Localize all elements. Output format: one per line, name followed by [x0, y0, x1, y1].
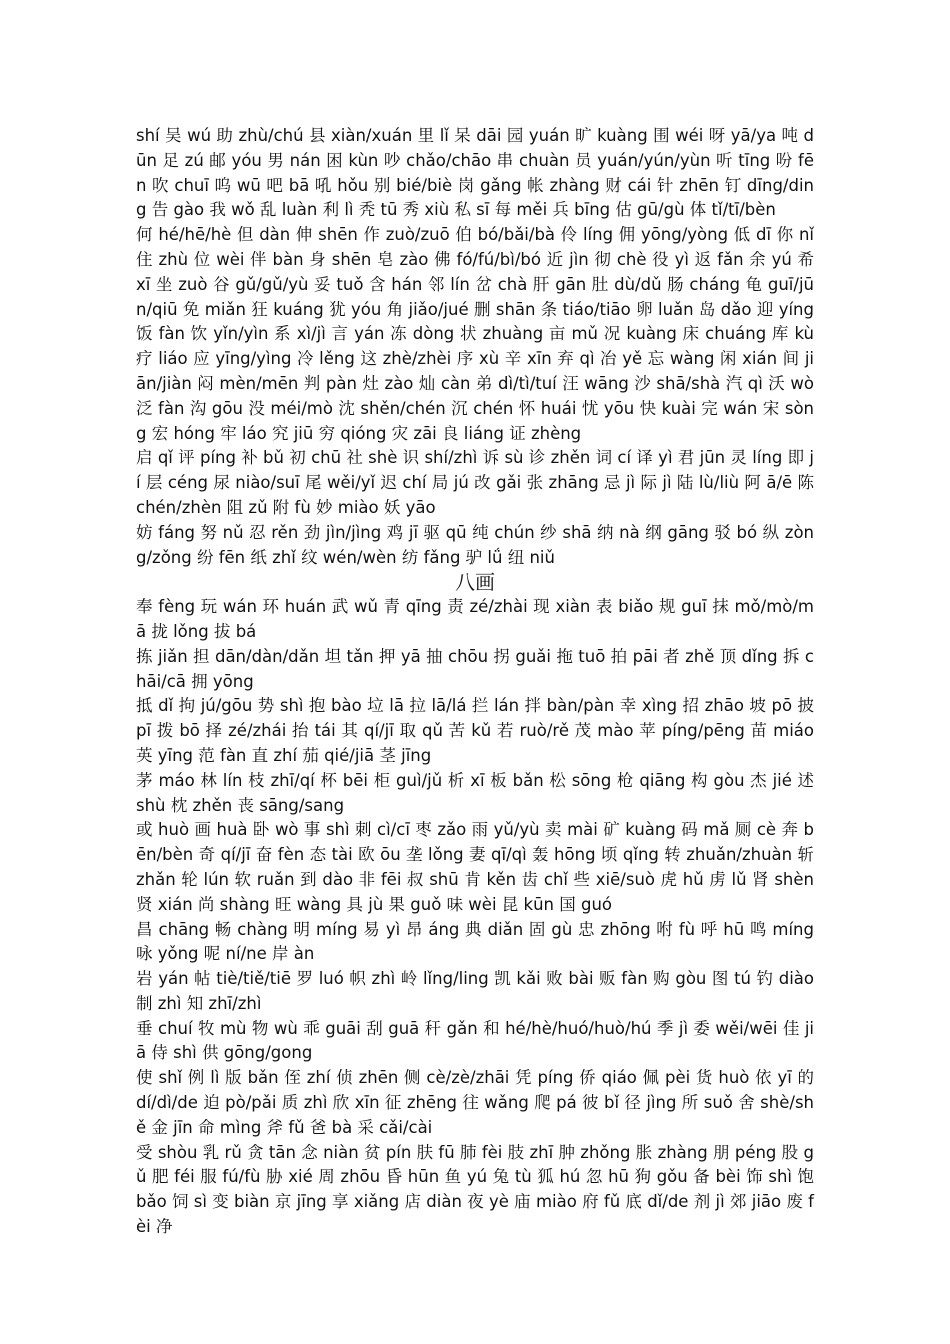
- character-paragraph: 启 qǐ 评 píng 补 bǔ 初 chū 社 shè 识 shí/zhì 诉 sù 诊 zhěn 词 cí 译 yì 君 jūn 灵 líng 即 jí 层 céng 尿 niào/suī 尾 wěi/yǐ 迟 chí 局 jú 改 gǎi 张 zhāng 忌 jì 际 jì 陆 lù/liù 阿 ā/ē 陈 chén/zhèn 阻 zǔ 附 fù 妙 miào 妖 yāo: [136, 448, 814, 517]
- character-paragraph: 受 shòu 乳 rǔ 贪 tān 念 niàn 贫 pín 肤 fū 肺 fèi 肢 zhī 肿 zhǒng 胀 zhàng 朋 péng 股 gǔ 肥 féi 服 fú/fù 胁 xié 周 zhōu 昏 hūn 鱼 yú 兔 tù 狐 hú 忽 hū 狗 gǒu 备 bèi 饰 shì 饱 bǎo 饲 sì 变 biàn 京 jīng 享 xiǎng 店 diàn 夜 yè 庙 miào 府 fǔ 底 dǐ/de 剂 jì 郊 jiāo 废 fèi 净: [136, 1142, 814, 1237]
- character-paragraph: 拣 jiǎn 担 dān/dàn/dǎn 坦 tǎn 押 yā 抽 chōu 拐 guǎi 拖 tuō 拍 pāi 者 zhě 顶 dǐng 拆 chāi/cā 拥 yōng: [136, 646, 814, 691]
- character-paragraph: 茅 máo 林 lín 枝 zhī/qí 杯 bēi 柜 guì/jǔ 析 xī 板 bǎn 松 sōng 枪 qiāng 构 gòu 杰 jié 述 shù 枕 zhěn 丧 sāng/sang: [136, 770, 814, 815]
- character-paragraph: 何 hé/hē/hè 但 dàn 伸 shēn 作 zuò/zuō 伯 bó/bǎi/bà 伶 líng 佣 yōng/yòng 低 dī 你 nǐ 住 zhù 位 wèi 伴 bàn 身 shēn 皂 zào 佛 fó/fú/bì/bó 近 jìn 彻 chè 役 yì 返 fǎn 余 yú 希 xī 坐 zuò 谷 gǔ/gǔ/yù 妥 tuǒ 含 hán 邻 lín 岔 chà 肝 gān 肚 dù/dǔ 肠 cháng 龟 guī/jūn/qiū 免 miǎn 狂 kuáng 犹 yóu 角 jiǎo/jué 删 shān 条 tiáo/tiāo 卵 luǎn 岛 dǎo 迎 yíng 饭 fàn 饮 yǐn/yìn 系 xì/jì 言 yán 冻 dòng 状 zhuàng 亩 mǔ 况 kuàng 床 chuáng 库 kù 疗 liáo 应 yīng/yìng 冷 lěng 这 zhè/zhèi 序 xù 辛 xīn 弃 qì 冶 yě 忘 wàng 闲 xián 间 jiān/jiàn 闷 mèn/mēn 判 pàn 灶 zào 灿 càn 弟 dì/tì/tuí 汪 wāng 沙 shā/shà 汽 qì 沃 wò 泛 fàn 沟 gōu 没 méi/mò 沈 shěn/chén 沉 chén 怀 huái 忧 yōu 快 kuài 完 wán 宋 sòng 宏 hóng 牢 láo 究 jiū 穷 qióng 灾 zāi 良 liáng 证 zhèng: [136, 225, 814, 443]
- section-seven-strokes-continued: [136, 124, 814, 570]
- character-paragraph: 妨 fáng 努 nǔ 忍 rěn 劲 jìn/jìng 鸡 jī 驱 qū 纯 chún 纱 shā 纳 nà 纲 gāng 驳 bó 纵 zòng/zǒng 纷 fēn 纸 zhǐ 纹 wén/wèn 纺 fǎng 驴 lǘ 纽 niǔ: [136, 522, 814, 567]
- character-paragraph: 或 huò 画 huà 卧 wò 事 shì 刺 cì/cī 枣 zǎo 雨 yǔ/yù 卖 mài 矿 kuàng 码 mǎ 厕 cè 奔 bēn/bèn 奇 qí/jī 奋 fèn 态 tài 欧 ōu 垄 lǒng 妻 qī/qì 轰 hōng 顷 qǐng 转 zhuǎn/zhuàn 斩 zhǎn 轮 lún 软 ruǎn 到 dào 非 fēi 叔 shū 肯 kěn 齿 chǐ 些 xiē/suò 虎 hǔ 虏 lǔ 肾 shèn 贤 xián 尚 shàng 旺 wàng 具 jù 果 guǒ 味 wèi 昆 kūn 国 guó: [136, 820, 814, 914]
- character-paragraph: 垂 chuí 牧 mù 物 wù 乖 guāi 刮 guā 秆 gǎn 和 hé/hè/huó/huò/hú 季 jì 委 wěi/wēi 佳 jiā 侍 shì 供 gōng/gong: [136, 1018, 814, 1063]
- section-eight-strokes: [136, 595, 814, 1240]
- character-paragraph: shí 吴 wú 助 zhù/chú 县 xiàn/xuán 里 lǐ 呆 dāi 园 yuán 旷 kuàng 围 wéi 呀 yā/ya 吨 dūn 足 zú 邮 yóu 男 nán 困 kùn 吵 chǎo/chāo 串 chuàn 员 yuán/yún/yùn 听 tīng 吩 fēn 吹 chuī 呜 wū 吧 bā 吼 hǒu 别 bié/biè 岗 gǎng 帐 zhàng 财 cái 针 zhēn 钉 dīng/ding 告 gào 我 wǒ 乱 luàn 利 lì 秃 tū 秀 xiù 私 sī 每 měi 兵 bīng 估 gū/gù 体 tǐ/tī/bèn: [136, 126, 814, 220]
- character-paragraph: 昌 chāng 畅 chàng 明 míng 易 yì 昂 áng 典 diǎn 固 gù 忠 zhōng 咐 fù 呼 hū 鸣 míng 咏 yǒng 呢 ní/ne 岸 àn: [136, 919, 814, 964]
- section-heading: 八画: [455, 570, 495, 595]
- character-paragraph: 使 shǐ 例 lì 版 bǎn 侄 zhí 侦 zhēn 侧 cè/zè/zhāi 凭 píng 侨 qiáo 佩 pèi 货 huò 依 yī 的 dí/dì/de 迫 pò/pǎi 质 zhì 欣 xīn 征 zhēng 往 wǎng 爬 pá 彼 bǐ 径 jìng 所 suǒ 舍 shè/shě 金 jīn 命 mìng 斧 fǔ 爸 bà 采 cǎi/cài: [136, 1068, 814, 1137]
- character-paragraph: 岩 yán 帖 tiè/tiě/tiē 罗 luó 帜 zhì 岭 lǐng/ling 凯 kǎi 败 bài 贩 fàn 购 gòu 图 tú 钓 diào 制 zhì 知 zhī/zhì: [136, 969, 814, 1013]
- character-paragraph: 奉 fèng 玩 wán 环 huán 武 wǔ 青 qīng 责 zé/zhài 现 xiàn 表 biǎo 规 guī 抹 mǒ/mò/mā 拢 lǒng 拔 bá: [136, 597, 814, 641]
- character-paragraph: 抵 dǐ 拘 jú/gōu 势 shì 抱 bào 垃 lā 拉 lā/lá 拦 lán 拌 bàn/pàn 幸 xìng 招 zhāo 坡 pō 披 pī 拨 bō 择 zé/zhái 抬 tái 其 qí/jī 取 qǔ 苦 kǔ 若 ruò/rě 茂 mào 苹 píng/pēng 苗 miáo 英 yīng 范 fàn 直 zhí 茄 qié/jiā 茎 jīng: [136, 696, 814, 765]
